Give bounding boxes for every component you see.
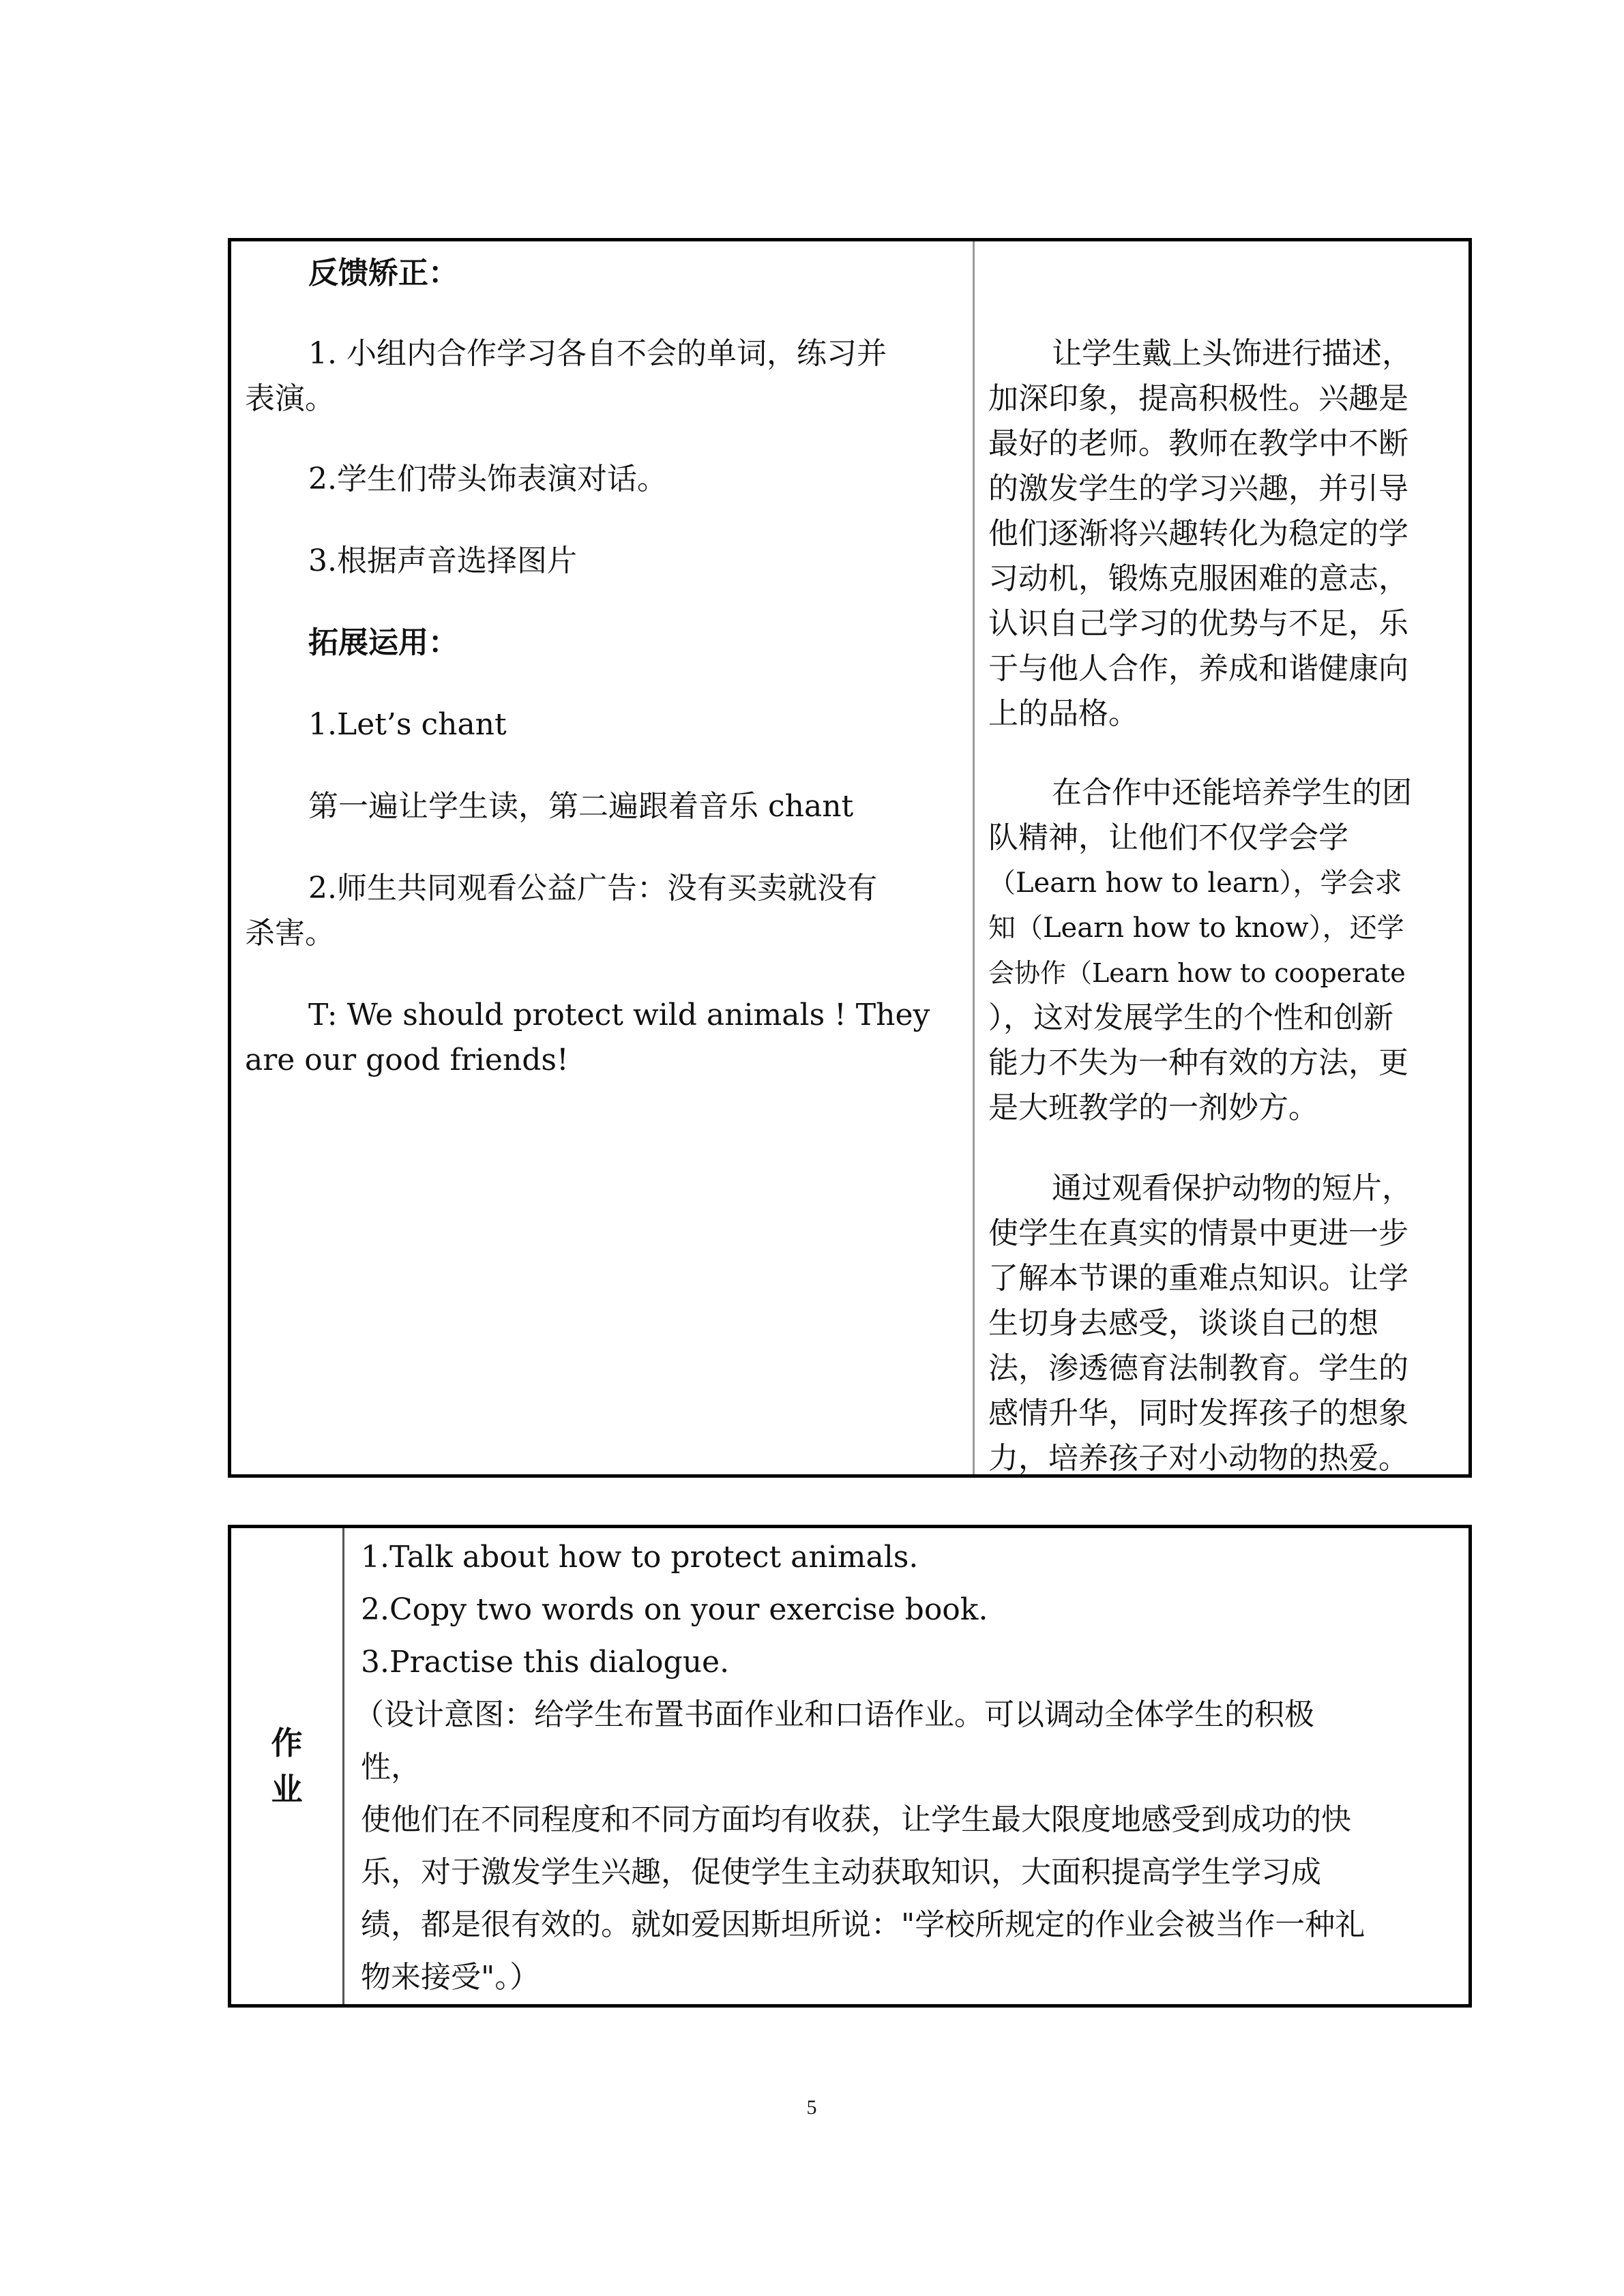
- homework-task: 3.Practise this dialogue.: [361, 1645, 730, 1680]
- rationale-p3-line: 使学生在真实的情景中更进一步: [988, 1216, 1408, 1251]
- rationale-p2-line: 在合作中还能培养学生的团: [1052, 775, 1412, 810]
- feedback-item-1-line2: 表演。: [245, 381, 335, 416]
- feedback-heading: 反馈矫正：: [308, 256, 458, 290]
- teacher-line2: are our good friends!: [245, 1043, 569, 1077]
- homework-label: 作业: [271, 1725, 303, 1808]
- rationale-p1-line: 加深印象，提高积极性。兴趣是: [988, 381, 1408, 416]
- homework-design-line: 乐，对于激发学生兴趣，促使学生主动获取知识，大面积提高学生学习成: [361, 1855, 1321, 1890]
- homework-design-line: 绩，都是很有效的。就如爱因斯坦所说："学校所规定的作业会被当作一种礼: [361, 1907, 1365, 1942]
- rationale-p1-line: 最好的老师。教师在教学中不断: [988, 426, 1408, 461]
- rationale-p2-line: ），这对发展学生的个性和创新: [988, 1000, 1393, 1035]
- homework-design-line: （设计意图：给学生布置书面作业和口语作业。可以调动全体学生的积极: [354, 1697, 1314, 1732]
- rationale-p2-line: 队精神，让他们不仅学会学: [988, 820, 1348, 855]
- column-divider: [973, 241, 975, 1474]
- feedback-item-1-line1: 1. 小组内合作学习各自不会的单词，练习并: [308, 336, 887, 371]
- homework-label-cell: [231, 1528, 342, 2004]
- chant-description: 第一遍让学生读，第二遍跟着音乐 chant: [308, 789, 854, 824]
- rationale-p2-line: 能力不失为一种有效的方法，更: [988, 1045, 1408, 1080]
- homework-task: 2.Copy two words on your exercise book.: [361, 1592, 988, 1627]
- homework-design-line: 物来接受"。）: [361, 1960, 540, 1995]
- homework-table: [228, 1525, 1472, 2008]
- rationale-p1-line: 上的品格。: [988, 696, 1138, 731]
- rationale-p3-line: 法，渗透德育法制教育。学生的: [988, 1351, 1408, 1386]
- psa-line1: 2.师生共同观看公益广告：没有买卖就没有: [308, 871, 877, 906]
- page-number: 5: [806, 2096, 817, 2119]
- rationale-p3-line: 力，培养孩子对小动物的热爱。: [988, 1441, 1408, 1476]
- rationale-p1-line: 的激发学生的学习兴趣，并引导: [988, 471, 1408, 506]
- chant-item: 1.Let’s chant: [308, 707, 507, 742]
- rationale-p3-line: 通过观看保护动物的短片，: [1052, 1171, 1412, 1206]
- teacher-line1: T: We should protect wild animals ! They: [308, 998, 930, 1032]
- rationale-p1-line: 于与他人合作，养成和谐健康向: [988, 651, 1408, 686]
- feedback-item-3: 3.根据声音选择图片: [308, 543, 577, 578]
- rationale-p1-line: 认识自己学习的优势与不足，乐: [988, 606, 1408, 641]
- rationale-p1-line: 习动机，锻炼克服困难的意志，: [988, 561, 1408, 596]
- psa-line2: 杀害。: [245, 916, 335, 951]
- homework-design-line: 使他们在不同程度和不同方面均有收获，让学生最大限度地感受到成功的快: [361, 1802, 1351, 1837]
- rationale-p3-line: 生切身去感受，谈谈自己的想: [988, 1306, 1378, 1341]
- feedback-item-2: 2.学生们带头饰表演对话。: [308, 462, 667, 496]
- column-divider: [342, 1528, 344, 2004]
- rationale-p1-line: 他们逐渐将兴趣转化为稳定的学: [988, 516, 1408, 551]
- rationale-p3-line: 感情升华，同时发挥孩子的想象: [988, 1396, 1408, 1431]
- homework-task: 1.Talk about how to protect animals.: [361, 1540, 919, 1575]
- rationale-p3-line: 了解本节课的重难点知识。让学: [988, 1261, 1408, 1296]
- rationale-p2-line: （Learn how to learn），学会求: [988, 867, 1402, 899]
- rationale-p2-line: 会协作（Learn how to cooperate: [988, 958, 1406, 988]
- lesson-table: [228, 238, 1472, 1478]
- extension-heading: 拓展运用：: [308, 625, 458, 660]
- rationale-p2-line: 知（Learn how to know），还学: [988, 912, 1404, 944]
- rationale-p1-line: 让学生戴上头饰进行描述，: [1052, 336, 1412, 371]
- rationale-p2-line: 是大班教学的一剂妙方。: [988, 1090, 1318, 1125]
- homework-design-line: 性，: [361, 1750, 421, 1785]
